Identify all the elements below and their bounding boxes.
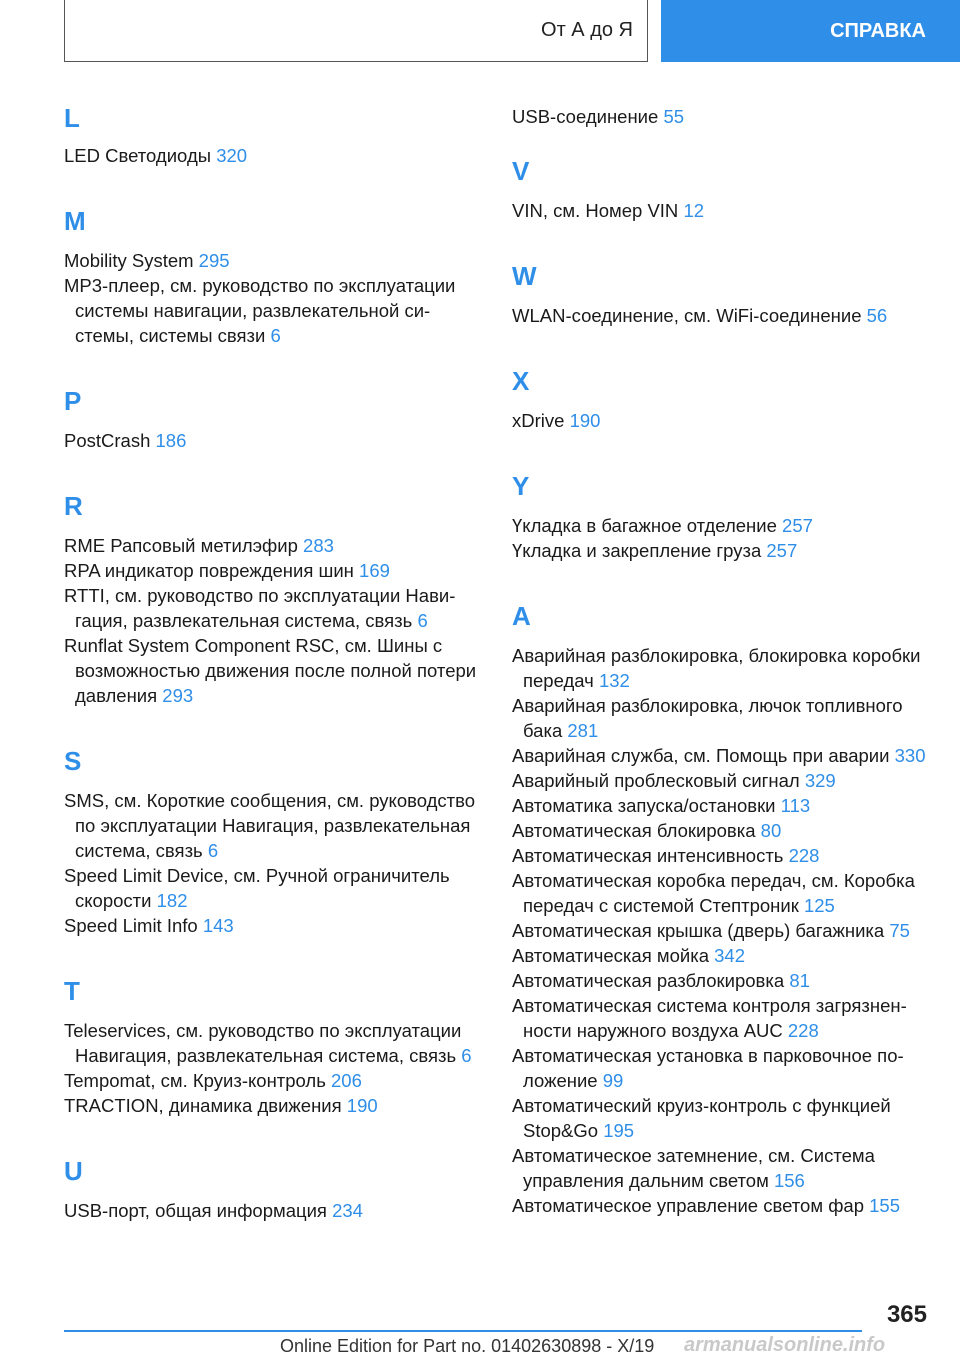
index-entry-text: Автоматическая интенсивность	[512, 845, 784, 866]
index-entry-text: Автоматическое управление светом фар	[512, 1195, 864, 1216]
index-entry-text: RPA индикатор повреждения шин	[64, 560, 354, 581]
page-link[interactable]: 195	[603, 1120, 635, 1141]
index-entry	[512, 1193, 932, 1218]
index-letter-group	[512, 513, 932, 563]
page-link[interactable]: 342	[714, 945, 745, 966]
index-entry	[512, 943, 932, 968]
index-entry-text: Аварийная разблокировка, лючок топливного бака	[512, 695, 903, 741]
index-entry	[512, 868, 932, 918]
index-letter-heading: L	[64, 103, 80, 133]
index-right-column	[512, 93, 932, 1245]
index-entry	[512, 768, 932, 793]
index-entry	[64, 1018, 482, 1068]
index-letter-heading: А	[512, 601, 531, 631]
index-entry-text: Runflat System Component RSC, см. Шины с возможностью движения после полной потери давления	[64, 635, 477, 706]
index-entry-text: LED Светодиоды	[64, 145, 212, 166]
index-entry	[512, 104, 932, 129]
index-entry	[64, 1198, 482, 1223]
index-letter-group	[64, 143, 482, 168]
index-entry-text: VIN, см. Номер VIN	[512, 200, 679, 221]
index-entry-text: Автоматическая коробка передач, см. Коробка передач с системой Стептроник	[512, 870, 915, 916]
index-entry	[512, 918, 932, 943]
page-link[interactable]: 206	[331, 1070, 362, 1091]
index-letter-group	[64, 428, 482, 453]
index-entry	[64, 143, 482, 168]
index-letter-group	[64, 248, 482, 348]
index-entry	[64, 273, 482, 348]
page-link[interactable]: 169	[359, 560, 390, 581]
page-link[interactable]: 81	[789, 970, 810, 991]
index-entry	[512, 743, 932, 768]
index-entry-text: Автоматическая система контроля загрязненности наружного воздуха AUC	[512, 995, 907, 1041]
page-link[interactable]: 283	[303, 535, 334, 556]
index-entry-text: MP3-плеер, см. руководство по эксплуатации системы навигации, развлекательной системы, системы связи	[64, 275, 456, 346]
page-link[interactable]: 80	[760, 820, 782, 841]
index-entry	[64, 788, 482, 863]
index-entry	[512, 843, 932, 868]
index-entry	[512, 538, 932, 563]
page-number: 365	[886, 1301, 927, 1328]
index-entry-text: Автоматическая установка в парковочное положение	[512, 1045, 904, 1091]
page-link[interactable]: 329	[804, 770, 836, 791]
index-entry-text: Автоматическая мойка	[512, 945, 709, 966]
index-letter-heading: X	[512, 366, 530, 396]
index-entry-text: Mobility System	[64, 250, 194, 271]
page-link[interactable]: 190	[346, 1095, 378, 1116]
index-entry-text: Аварийный проблесковый сигнал	[512, 770, 800, 791]
page-link[interactable]: 330	[894, 745, 926, 766]
header-section-label: От А до Я	[541, 19, 633, 41]
index-letter-heading: P	[64, 386, 82, 416]
index-entry-text: Автоматическая блокировка	[512, 820, 756, 841]
index-entry	[512, 968, 932, 993]
index-letter-heading: V	[512, 156, 530, 186]
page-link[interactable]: 293	[162, 685, 194, 706]
index-entry	[64, 248, 482, 273]
page-link[interactable]: 155	[869, 1195, 901, 1216]
index-left-column	[64, 93, 482, 1250]
page-link[interactable]: 257	[782, 515, 813, 536]
index-entry-text: Speed Limit Info	[64, 915, 198, 936]
index-entry-text: TRACTION, динамика движения	[64, 1095, 342, 1116]
page-link[interactable]: 55	[663, 106, 685, 127]
index-entry-text: RTTI, см. руководство по эксплуатации Навигация, развлекательная система, связь	[64, 585, 456, 631]
index-letter-heading: S	[64, 746, 82, 776]
index-entry	[64, 428, 482, 453]
index-entry-text: Автоматический круиз-контроль с функцией Stop&Go	[512, 1095, 891, 1141]
index-entry-text: USB-соединение	[512, 106, 659, 127]
page-link[interactable]: 281	[567, 720, 599, 741]
header-tab[interactable]	[661, 0, 960, 62]
index-entry-text: PostCrash	[64, 430, 151, 451]
page-link[interactable]: 6	[207, 840, 219, 861]
index-entry	[64, 863, 482, 913]
page-link[interactable]: 228	[788, 845, 820, 866]
footer-edition: Online Edition for Part no. 01402630898 - X/19	[280, 1336, 655, 1356]
page-link[interactable]: 234	[332, 1200, 363, 1221]
index-entry	[512, 303, 932, 328]
index-entry-text: Speed Limit Device, см. Ручной ограничитель скорости	[64, 865, 450, 911]
index-entry	[512, 693, 932, 743]
index-letter-heading: M	[64, 206, 86, 236]
index-letter-heading: T	[64, 976, 80, 1006]
index-entry	[512, 1043, 932, 1093]
page-link[interactable]: 6	[461, 1045, 472, 1066]
index-entry	[512, 1143, 932, 1193]
header-tab-label: СПРАВКА	[830, 19, 926, 42]
index-letter-group	[512, 643, 932, 1218]
header-section	[64, 0, 648, 62]
index-entry	[64, 583, 482, 633]
page-link[interactable]: 6	[270, 325, 281, 346]
page-link[interactable]: 182	[156, 890, 188, 911]
index-letter-group	[512, 198, 932, 223]
index-entry	[64, 633, 482, 708]
index-entry	[512, 993, 932, 1043]
watermark: armanualsonline.info	[684, 1334, 886, 1356]
index-letter-group	[64, 788, 482, 938]
index-entry-text: Үкладка в багажное отделение	[512, 515, 777, 536]
index-letter-group	[512, 303, 932, 328]
index-letter-group	[64, 533, 482, 708]
index-entry-text: Автоматика запуска/остановки	[512, 795, 776, 816]
page-link[interactable]: 56	[866, 305, 888, 326]
index-letter-heading: W	[512, 261, 537, 291]
index-entry-text: Үкладка и закрепление груза	[512, 540, 762, 561]
index-entry-text: Аварийная разблокировка, блокировка коробки передач	[512, 645, 921, 691]
index-entry-text: Автоматическое затемнение, см. Система управления дальним светом	[512, 1145, 875, 1191]
index-entry	[64, 913, 482, 938]
continued-entries	[512, 104, 932, 129]
page-link[interactable]: 257	[766, 540, 798, 561]
index-entry	[512, 818, 932, 843]
index-entry-text: Аварийная служба, см. Помощь при аварии	[512, 745, 890, 766]
index-letter-group	[512, 408, 932, 433]
index-letter-group	[64, 1018, 482, 1118]
index-entry	[512, 643, 932, 693]
page-link[interactable]: 320	[216, 145, 248, 166]
page-link[interactable]: 295	[198, 250, 230, 271]
index-entry	[64, 1068, 482, 1093]
index-entry	[512, 513, 932, 538]
index-entry-text: Teleservices, см. руководство по эксплуатации Навигация, развлекательная система, связь	[64, 1020, 462, 1066]
index-entry	[512, 1093, 932, 1143]
page-link[interactable]: 125	[803, 895, 835, 916]
index-entry-text: Автоматическая крышка (дверь) багажника	[512, 920, 885, 941]
index-entry	[512, 408, 932, 433]
page-link[interactable]: 143	[202, 915, 234, 936]
page-link[interactable]: 12	[683, 200, 705, 221]
index-entry-text: SMS, см. Короткие сообщения, см. руководство по эксплуатации Навигация, развлекательная система, связь	[64, 790, 476, 861]
page-link[interactable]: 75	[889, 920, 910, 941]
page-link[interactable]: 99	[602, 1070, 624, 1091]
index-entry-text: USB-порт, общая информация	[64, 1200, 327, 1221]
page-link[interactable]: 190	[569, 410, 601, 431]
index-entry-text: Автоматическая разблокировка	[512, 970, 785, 991]
index-letter-group	[64, 1198, 482, 1223]
footer-divider	[64, 1330, 862, 1332]
page-link[interactable]: 186	[155, 430, 187, 451]
index-entry-text: Tempomat, см. Круиз-контроль	[64, 1070, 326, 1091]
page-link[interactable]: 156	[773, 1170, 805, 1191]
page-link[interactable]: 228	[787, 1020, 819, 1041]
index-entry	[64, 1093, 482, 1118]
index-entry	[64, 558, 482, 583]
index-entry-text: RME Рапсовый метилэфир	[64, 535, 298, 556]
index-entry-text: xDrive	[512, 410, 565, 431]
page-link[interactable]: 132	[598, 670, 630, 691]
page-link[interactable]: 6	[417, 610, 428, 631]
index-entry	[512, 793, 932, 818]
index-entry	[512, 198, 932, 223]
index-letter-heading: R	[64, 491, 83, 521]
index-letter-heading: Y	[512, 471, 530, 501]
page-link[interactable]: 113	[780, 795, 811, 816]
index-letter-heading: U	[64, 1156, 83, 1186]
index-entry-text: WLAN-соединение, см. WiFi-соединение	[512, 305, 862, 326]
index-entry	[64, 533, 482, 558]
